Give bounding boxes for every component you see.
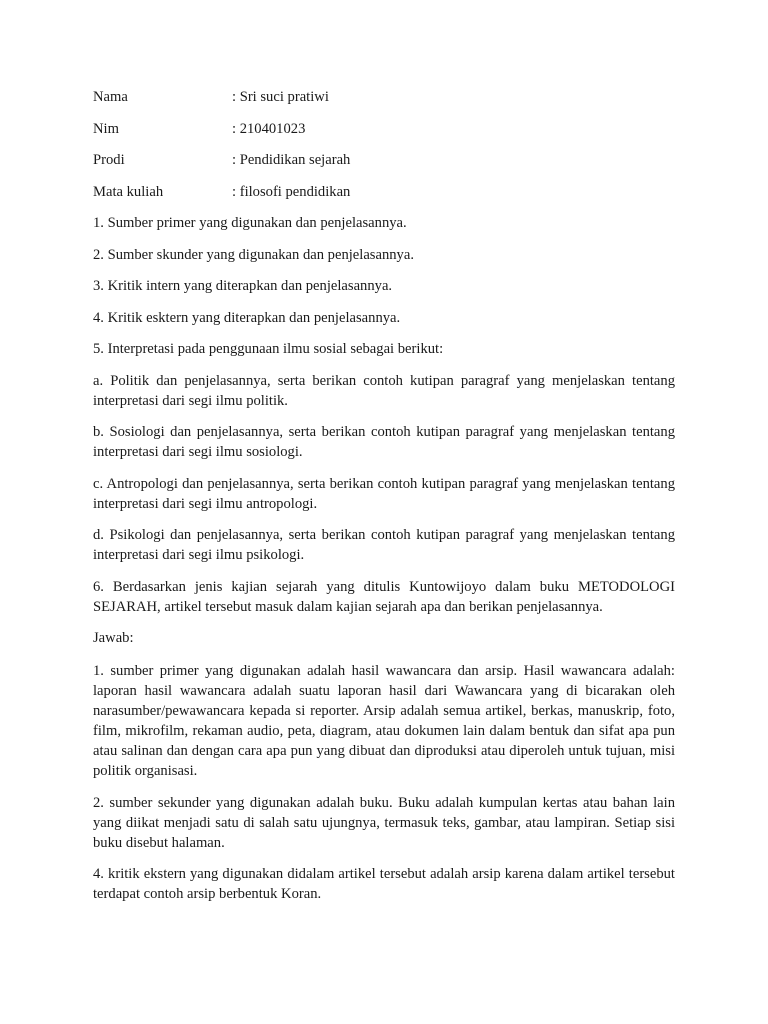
question-1: 1. Sumber primer yang digunakan dan penjelasannya. — [93, 215, 407, 231]
question-6: 6. Berdasarkan jenis kajian sejarah yang ditulis Kuntowijoyo dalam buku METODOLOGI SEJARAH, artikel tersebut masuk dalam kajian sejarah apa dan berikan penjelasannya. — [93, 578, 675, 615]
question-3: 3. Kritik intern yang diterapkan dan penjelasannya. — [93, 278, 393, 294]
info-row-nama — [93, 87, 675, 119]
document-body — [93, 87, 675, 916]
subquestion-a: a. Politik dan penjelasannya, serta berikan contoh kutipan paragraf yang menjelaskan tentang interpretasi dari segi ilmu politik. — [93, 372, 675, 409]
answer-4: 4. kritik ekstern yang digunakan didalam artikel tersebut adalah arsip karena dalam artikel tersebut terdapat contoh arsip berbentuk Koran. — [93, 866, 675, 902]
question-4: 4. Kritik esktern yang diterapkan dan penjelasannya. — [93, 309, 401, 326]
subquestion-d: d. Psikologi dan penjelasannya, serta berikan contoh kutipan paragraf yang menjelaskan tentang interpretasi dari segi ilmu psikologi. — [93, 527, 675, 563]
info-row-mata-kuliah — [93, 182, 675, 214]
info-label: Mata kuliah — [93, 183, 164, 200]
answer-1: 1. sumber primer yang digunakan adalah hasil wawancara dan arsip. Hasil wawancara adalah: laporan hasil wawancara adalah suatu laporan hasil dari Wawancara yang di bicarakan oleh narasumber/pewawancara kepada si reporter. Arsip adalah semua artikel, berkas, manuskrip, foto, film, mikrofilm, rekaman audio, peta, diagram, atau dokumen lain dalam bentuk dan sifat apa pun atau salinan dan dengan cara apa pun yang dibuat dan diproduksi atau diperoleh untuk tujuan, misi politik organisasi. — [93, 663, 675, 779]
answer-2: 2. sumber sekunder yang digunakan adalah buku. Buku adalah kumpulan kertas atau bahan lain yang diikat menjadi satu di salah satu ujungnya, termasuk teks, gambar, atau lampiran. Setiap sisi buku disebut halaman. — [93, 794, 675, 851]
subquestion-b: b. Sosiologi dan penjelasannya, serta berikan contoh kutipan paragraf yang menjelaskan tentang interpretasi dari segi ilmu sosiologi. — [93, 424, 675, 460]
info-value: : 210401023 — [232, 120, 306, 137]
info-label: Nim — [93, 120, 119, 137]
info-value: : Pendidikan sejarah — [232, 152, 351, 168]
question-5: 5. Interpretasi pada penggunaan ilmu sosial sebagai berikut: — [93, 341, 444, 357]
info-label: Prodi — [93, 152, 125, 168]
info-label: Nama — [93, 89, 128, 105]
info-value: : filosofi pendidikan — [232, 183, 351, 200]
subquestion-c: c. Antropologi dan penjelasannya, serta berikan contoh kutipan paragraf yang menjelaskan tentang interpretasi dari segi ilmu antropologi. — [93, 475, 675, 512]
info-value: : Sri suci pratiwi — [232, 89, 329, 105]
info-row-nim — [93, 119, 675, 151]
info-row-prodi — [93, 150, 675, 182]
question-2: 2. Sumber skunder yang digunakan dan penjelasannya. — [93, 246, 414, 263]
answer-heading: Jawab: — [93, 630, 134, 646]
